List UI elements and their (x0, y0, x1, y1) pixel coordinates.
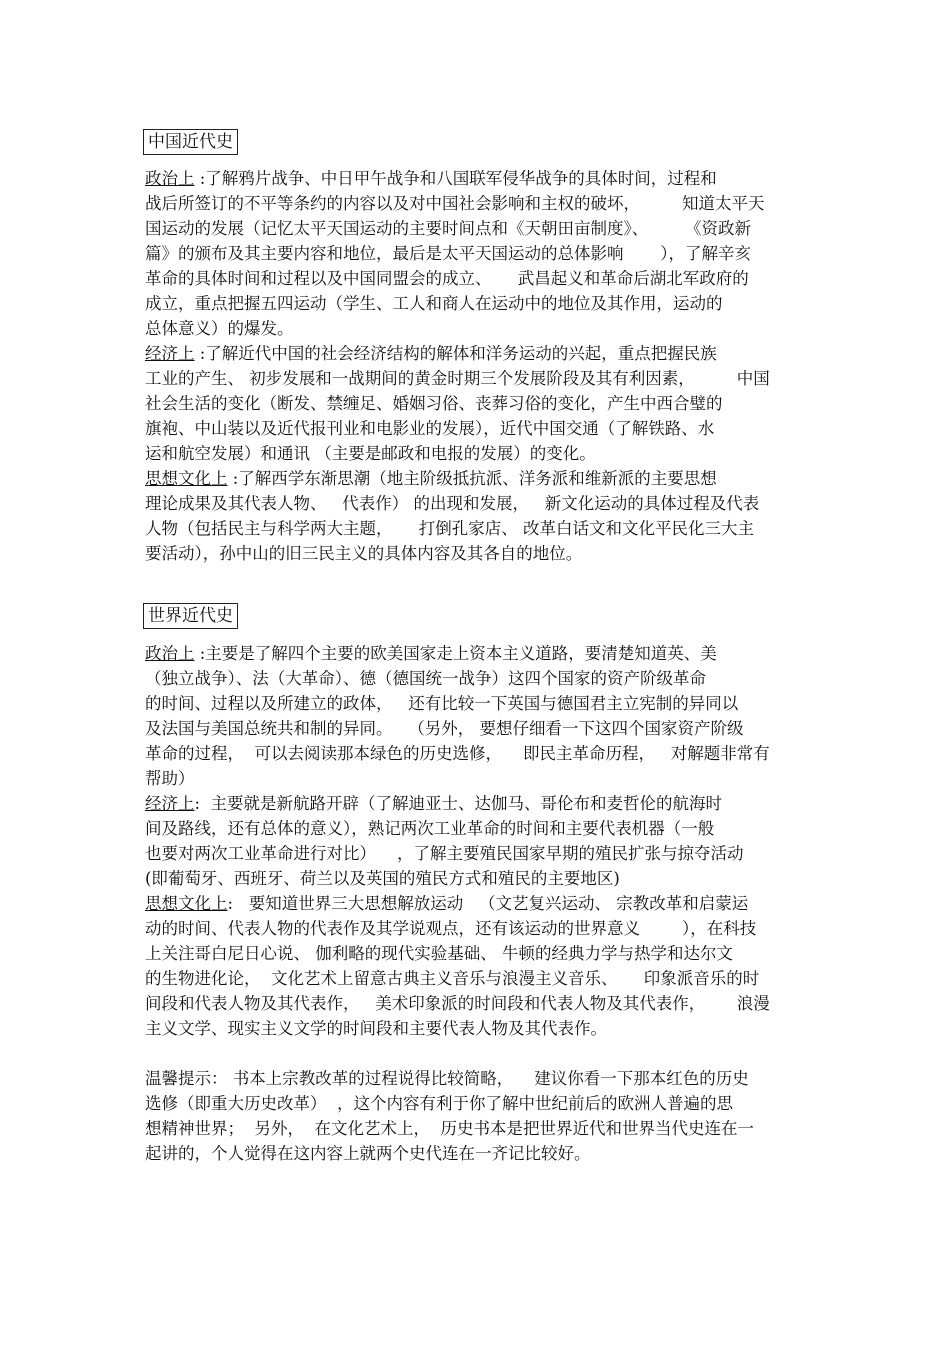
text-line: 间段和代表人物及其代表作， 美术印象派的时间段和代表人物及其代表作， 浪漫 (145, 994, 770, 1013)
label-economy: 经济上 (145, 344, 195, 363)
tip-line: 想精神世界； 另外， 在文化艺术上， 历史书本是把世界近代和世界当代史连在一 (145, 1119, 754, 1138)
section-title-modern-world: 世界近代史 (143, 603, 238, 629)
tip-line: 温馨提示： 书本上宗教改革的过程说得比较简略， 建议你看一下那本红色的历史 (145, 1069, 749, 1088)
text-line: 经济上: 主要就是新航路开辟（了解迪亚士、达伽马、哥伦布和麦哲伦的航海时 (145, 794, 723, 813)
text-line: 成立，重点把握五四运动（学生、工人和商人在运动中的地位及其作用，运动的 (145, 294, 723, 313)
text-line: 政治上 :了解鸦片战争、中日甲午战争和八国联军侵华战争的具体时间，过程和 (145, 169, 717, 188)
text-line: 也要对两次工业革命进行对比） ，了解主要殖民国家早期的殖民扩张与掠夺活动 (145, 844, 744, 863)
text-line: 运和航空发展）和通讯 （主要是邮政和电报的发展）的变化。 (145, 444, 596, 463)
text-line: 革命的过程， 可以去阅读那本绿色的历史选修， 即民主革命历程， 对解题非常有 (145, 744, 770, 763)
section-title-modern-china: 中国近代史 (143, 129, 238, 155)
text-line: 战后所签订的不平等条约的内容以及对中国社会影响和主权的破坏， 知道太平天 (145, 194, 765, 213)
text-line: 主义文学、现实主义文学的时间段和主要代表人物及其代表作。 (145, 1019, 607, 1038)
label-thought-culture: 思想文化上 (145, 469, 228, 488)
label-economy: 经济上 (145, 794, 195, 813)
text-line: 的时间、过程以及所建立的政体， 还有比较一下英国与德国君主立宪制的异同以 (145, 694, 739, 713)
text-line: 经济上 :了解近代中国的社会经济结构的解体和洋务运动的兴起，重点把握民族 (145, 344, 717, 363)
text-line: 理论成果及其代表人物、 代表作） 的出现和发展， 新文化运动的具体过程及代表 (145, 494, 760, 513)
text-line: 政治上 :主要是了解四个主要的欧美国家走上资本主义道路，要清楚知道英、美 (145, 644, 717, 663)
text-line: 间及路线，还有总体的意义），熟记两次工业革命的时间和主要代表机器（一般 (145, 819, 715, 838)
text-line: 及法国与美国总统共和制的异同。 （另外， 要想仔细看一下这四个国家资产阶级 (145, 719, 744, 738)
text-line: 国运动的发展（记忆太平天国运动的主要时间点和《天朝田亩制度》、 《资政新 (145, 219, 751, 238)
text-line: 动的时间、代表人物的代表作及其学说观点，还有该运动的世界意义 ），在科技 (145, 919, 757, 938)
label-politics: 政治上 (145, 644, 195, 663)
label-thought-culture: 思想文化上 (145, 894, 228, 913)
text-line: 社会生活的变化（断发、禁缠足、婚姻习俗、丧葬习俗的变化，产生中西合璧的 (145, 394, 723, 413)
text-line: 思想文化上: 要知道世界三大思想解放运动 （文艺复兴运动、 宗教改革和启蒙运 (145, 894, 749, 913)
text-line: (即葡萄牙、西班牙、荷兰以及英国的殖民方式和殖民的主要地区) (145, 869, 620, 888)
label-politics: 政治上 (145, 169, 195, 188)
text-line: 旗袍、中山装以及近代报刊业和电影业的发展），近代中国交通（了解铁路、水 (145, 419, 715, 438)
text-line: 总体意义）的爆发。 (145, 319, 294, 338)
text-line: 工业的产生、 初步发展和一战期间的黄金时期三个发展阶段及其有利因素， 中国 (145, 369, 770, 388)
text-line: 人物（包括民主与科学两大主题， 打倒孔家店、 改革白话文和文化平民化三大主 (145, 519, 754, 538)
text-line: （独立战争）、法（大革命）、德（德国统一战争）这四个国家的资产阶级革命 (145, 669, 706, 688)
text-line: 的生物进化论， 文化艺术上留意古典主义音乐与浪漫主义音乐、 印象派音乐的时 (145, 969, 760, 988)
tip-line: 选修（即重大历史改革） ，这个内容有利于你了解中世纪前后的欧洲人普遍的思 (145, 1094, 733, 1113)
tip-line: 起讲的，个人觉得在这内容上就两个史代连在一齐记比较好。 (145, 1144, 591, 1163)
text-line: 要活动），孙中山的旧三民主义的具体内容及其各自的地位。 (145, 544, 583, 563)
text-line: 思想文化上 :了解西学东渐思潮（地主阶级抵抗派、洋务派和维新派的主要思想 (145, 469, 717, 488)
text-line: 上关注哥白尼日心说、 伽利略的现代实验基础、 牛顿的经典力学与热学和达尔文 (145, 944, 733, 963)
text-line: 篇》的颁布及其主要内容和地位，最后是太平天国运动的总体影响 ），了解辛亥 (145, 244, 751, 263)
text-line: 革命的具体时间和过程以及中国同盟会的成立、 武昌起义和革命后湖北军政府的 (145, 269, 749, 288)
text-line: 帮助） (145, 769, 195, 788)
